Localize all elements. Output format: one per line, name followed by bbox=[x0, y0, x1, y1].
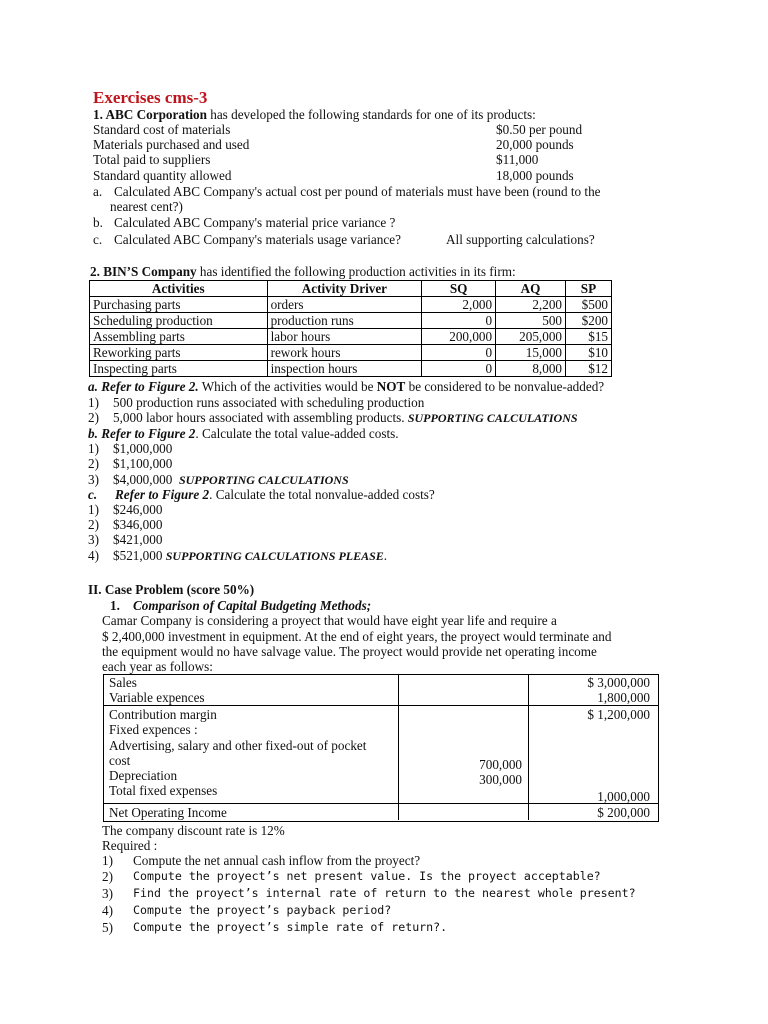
col-header-sp: SP bbox=[566, 281, 612, 297]
cell-aq: 8,000 bbox=[496, 361, 566, 377]
col-header-driver: Activity Driver bbox=[267, 281, 422, 297]
row-dep-value: 300,000 bbox=[479, 772, 522, 787]
ex2-qc-opt: $246,000 bbox=[113, 502, 163, 517]
ex2-question-c-body bbox=[115, 487, 435, 502]
req-num: 3) bbox=[102, 886, 113, 901]
case-para-line2: $ 2,400,000 investment in equipment. At the end of eight years, the proyect would terminate and bbox=[102, 629, 612, 644]
cell-driver: rework hours bbox=[267, 345, 422, 361]
cell-aq: 2,200 bbox=[496, 297, 566, 313]
ex2-intro-text: has identified the following production activities in its firm: bbox=[196, 264, 516, 279]
cell-driver: production runs bbox=[267, 313, 422, 329]
row-sales-value: $ 3,000,000 bbox=[587, 675, 650, 690]
row-tfe-value: 1,000,000 bbox=[597, 789, 650, 804]
ex2-qb-opt: $1,000,000 bbox=[113, 441, 173, 456]
ex2-qa-label: a. Refer to Figure 2. bbox=[88, 379, 199, 394]
ex2-qc-opt-num: 4) bbox=[88, 548, 99, 563]
ex1-q-a-line1: Calculated ABC Company's actual cost per pound of materials must have been (round to the bbox=[114, 184, 601, 199]
ex2-qb-text: . Calculate the total value-added costs. bbox=[195, 426, 399, 441]
ex2-qa-text-pre: Which of the activities would be bbox=[198, 379, 377, 394]
row-adv-label-1: Advertising, salary and other fixed-out of pocket bbox=[109, 738, 367, 753]
ex2-qb-opt-num: 2) bbox=[88, 456, 99, 471]
standard-value-1: 20,000 pounds bbox=[496, 137, 574, 152]
case-para-line3: the equipment would no have salvage value. The proyect would provide net operating income bbox=[102, 644, 597, 659]
activities-table bbox=[89, 280, 612, 377]
standard-label-2: Total paid to suppliers bbox=[93, 152, 211, 167]
ex2-qc-opt-num: 3) bbox=[88, 532, 99, 547]
cell-driver: labor hours bbox=[267, 329, 422, 345]
cell-sp: $12 bbox=[566, 361, 612, 377]
cell-sq: 2,000 bbox=[422, 297, 496, 313]
ex2-qa-opt2: 5,000 labor hours associated with assembling products. bbox=[113, 410, 405, 425]
ex1-company: 1. ABC Corporation bbox=[93, 107, 207, 122]
ex2-qa-support: SUPPORTING CALCULATIONS bbox=[407, 411, 578, 425]
col-header-sq: SQ bbox=[422, 281, 496, 297]
cell-activity: Purchasing parts bbox=[90, 297, 268, 313]
cell-sp: $15 bbox=[566, 329, 612, 345]
ex1-q-b: Calculated ABC Company's material price variance ? bbox=[114, 215, 396, 230]
ex1-q-c: Calculated ABC Company's materials usage variance? bbox=[114, 232, 401, 247]
standard-value-2: $11,000 bbox=[496, 152, 539, 167]
cell-driver: orders bbox=[267, 297, 422, 313]
ex1-q-c-letter: c. bbox=[93, 232, 103, 247]
table-header-row bbox=[90, 281, 612, 297]
ex1-q-b-letter: b. bbox=[93, 215, 103, 230]
cell-driver: inspection hours bbox=[267, 361, 422, 377]
ex2-qa-opt1: 500 production runs associated with scheduling production bbox=[113, 395, 425, 410]
table-row bbox=[90, 297, 612, 313]
table-row bbox=[90, 313, 612, 329]
row-varexp-value: 1,800,000 bbox=[597, 690, 650, 705]
page-title: Exercises cms-3 bbox=[93, 88, 208, 107]
ex2-question-a bbox=[88, 379, 604, 394]
standard-label-0: Standard cost of materials bbox=[93, 122, 231, 137]
ex2-qa-opt1-num: 1) bbox=[88, 395, 99, 410]
row-fixed-label: Fixed expences : bbox=[109, 722, 198, 737]
ex2-question-b bbox=[88, 426, 399, 441]
row-noi-label: Net Operating Income bbox=[109, 805, 227, 820]
row-varexp-label: Variable expences bbox=[109, 690, 205, 705]
case-sub-num: 1. bbox=[110, 598, 120, 613]
ex2-qc-opt: $346,000 bbox=[113, 517, 163, 532]
cell-sp: $10 bbox=[566, 345, 612, 361]
table-divider bbox=[398, 674, 399, 820]
ex1-q-c-extra: All supporting calculations? bbox=[446, 232, 595, 247]
cell-aq: 205,000 bbox=[496, 329, 566, 345]
ex2-qb-label: b. Refer to Figure 2 bbox=[88, 426, 196, 441]
req-text: Compute the proyect’s simple rate of return?. bbox=[133, 920, 448, 934]
ex2-qc-opt: $421,000 bbox=[113, 532, 163, 547]
cell-sq: 0 bbox=[422, 313, 496, 329]
standard-label-1: Materials purchased and used bbox=[93, 137, 250, 152]
table-row bbox=[90, 361, 612, 377]
col-header-aq: AQ bbox=[496, 281, 566, 297]
ex1-intro-text: has developed the following standards for one of its products: bbox=[206, 107, 536, 122]
ex2-qc-opt-num: 2) bbox=[88, 517, 99, 532]
case-sub-title: Comparison of Capital Budgeting Methods; bbox=[133, 598, 372, 613]
ex1-q-a-letter: a. bbox=[93, 184, 103, 199]
cell-sp: $200 bbox=[566, 313, 612, 329]
ex2-qb-opt: $1,100,000 bbox=[113, 456, 173, 471]
req-text: Find the proyect’s internal rate of return to the nearest whole present? bbox=[133, 886, 636, 900]
ex2-qa-opt2-num: 2) bbox=[88, 410, 99, 425]
ex2-qc-support: SUPPORTING CALCULATIONS PLEASE bbox=[165, 549, 384, 563]
ex2-qc-label: Refer to Figure 2 bbox=[115, 487, 210, 502]
cell-activity: Inspecting parts bbox=[90, 361, 268, 377]
row-adv-label-2: cost bbox=[109, 753, 131, 768]
cell-sp: $500 bbox=[566, 297, 612, 313]
ex2-qa-not: NOT bbox=[376, 379, 406, 394]
ex2-qc-opt-line bbox=[113, 548, 387, 564]
case-para-line1: Camar Company is considering a proyect that would have eight year life and require a bbox=[102, 613, 557, 628]
required-label: Required : bbox=[102, 838, 158, 853]
cell-sq: 0 bbox=[422, 345, 496, 361]
ex1-q-a-line2: nearest cent?) bbox=[110, 199, 183, 214]
req-num: 1) bbox=[102, 853, 113, 868]
discount-rate: The company discount rate is 12% bbox=[102, 823, 285, 838]
case-heading: II. Case Problem (score 50%) bbox=[88, 582, 255, 597]
ex2-qb-opt-line bbox=[113, 472, 349, 488]
cell-activity: Reworking parts bbox=[90, 345, 268, 361]
ex2-qb-support: SUPPORTING CALCULATIONS bbox=[178, 473, 349, 487]
ex2-intro bbox=[90, 264, 516, 279]
cell-activity: Assembling parts bbox=[90, 329, 268, 345]
row-dep-label: Depreciation bbox=[109, 768, 178, 783]
ex2-qc-text: . Calculate the total nonvalue-added costs? bbox=[209, 487, 435, 502]
row-adv-value: 700,000 bbox=[479, 757, 522, 772]
cell-aq: 15,000 bbox=[496, 345, 566, 361]
case-para-line4: each year as follows: bbox=[102, 659, 213, 674]
row-noi-value: $ 200,000 bbox=[597, 805, 650, 820]
ex2-company: 2. BIN’S Company bbox=[90, 264, 197, 279]
ex2-qb-opt-num: 3) bbox=[88, 472, 99, 487]
ex2-qa-opt2-line bbox=[113, 410, 578, 426]
cell-sq: 0 bbox=[422, 361, 496, 377]
cell-activity: Scheduling production bbox=[90, 313, 268, 329]
table-rule bbox=[103, 705, 658, 706]
table-divider bbox=[528, 674, 529, 820]
req-num: 5) bbox=[102, 920, 113, 935]
ex2-qa-text-post: be considered to be nonvalue-added? bbox=[405, 379, 605, 394]
col-header-activities: Activities bbox=[90, 281, 268, 297]
req-text: Compute the proyect’s net present value. Is the proyect acceptable? bbox=[133, 869, 601, 883]
row-tfe-label: Total fixed expenses bbox=[109, 783, 218, 798]
ex2-qb-opt-num: 1) bbox=[88, 441, 99, 456]
ex1-intro bbox=[93, 107, 536, 122]
row-cm-value: $ 1,200,000 bbox=[587, 707, 650, 722]
cell-sq: 200,000 bbox=[422, 329, 496, 345]
row-cm-label: Contribution margin bbox=[109, 707, 217, 722]
standard-value-3: 18,000 pounds bbox=[496, 168, 574, 183]
ex2-qc-opt: $521,000 bbox=[113, 548, 163, 563]
standard-label-3: Standard quantity allowed bbox=[93, 168, 232, 183]
cell-aq: 500 bbox=[496, 313, 566, 329]
ex2-qb-opt: $4,000,000 bbox=[113, 472, 173, 487]
req-text: Compute the net annual cash inflow from the proyect? bbox=[133, 853, 421, 868]
ex2-qc-opt-num: 1) bbox=[88, 502, 99, 517]
row-sales-label: Sales bbox=[109, 675, 137, 690]
req-num: 4) bbox=[102, 903, 113, 918]
ex2-question-c bbox=[88, 487, 97, 502]
ex2-qc-support-dot: . bbox=[383, 548, 388, 563]
standard-value-0: $0.50 per pound bbox=[496, 122, 583, 137]
table-row bbox=[90, 345, 612, 361]
table-row bbox=[90, 329, 612, 345]
req-num: 2) bbox=[102, 869, 113, 884]
ex2-qc-letter: c. bbox=[88, 487, 98, 502]
req-text: Compute the proyect’s payback period? bbox=[133, 903, 392, 917]
